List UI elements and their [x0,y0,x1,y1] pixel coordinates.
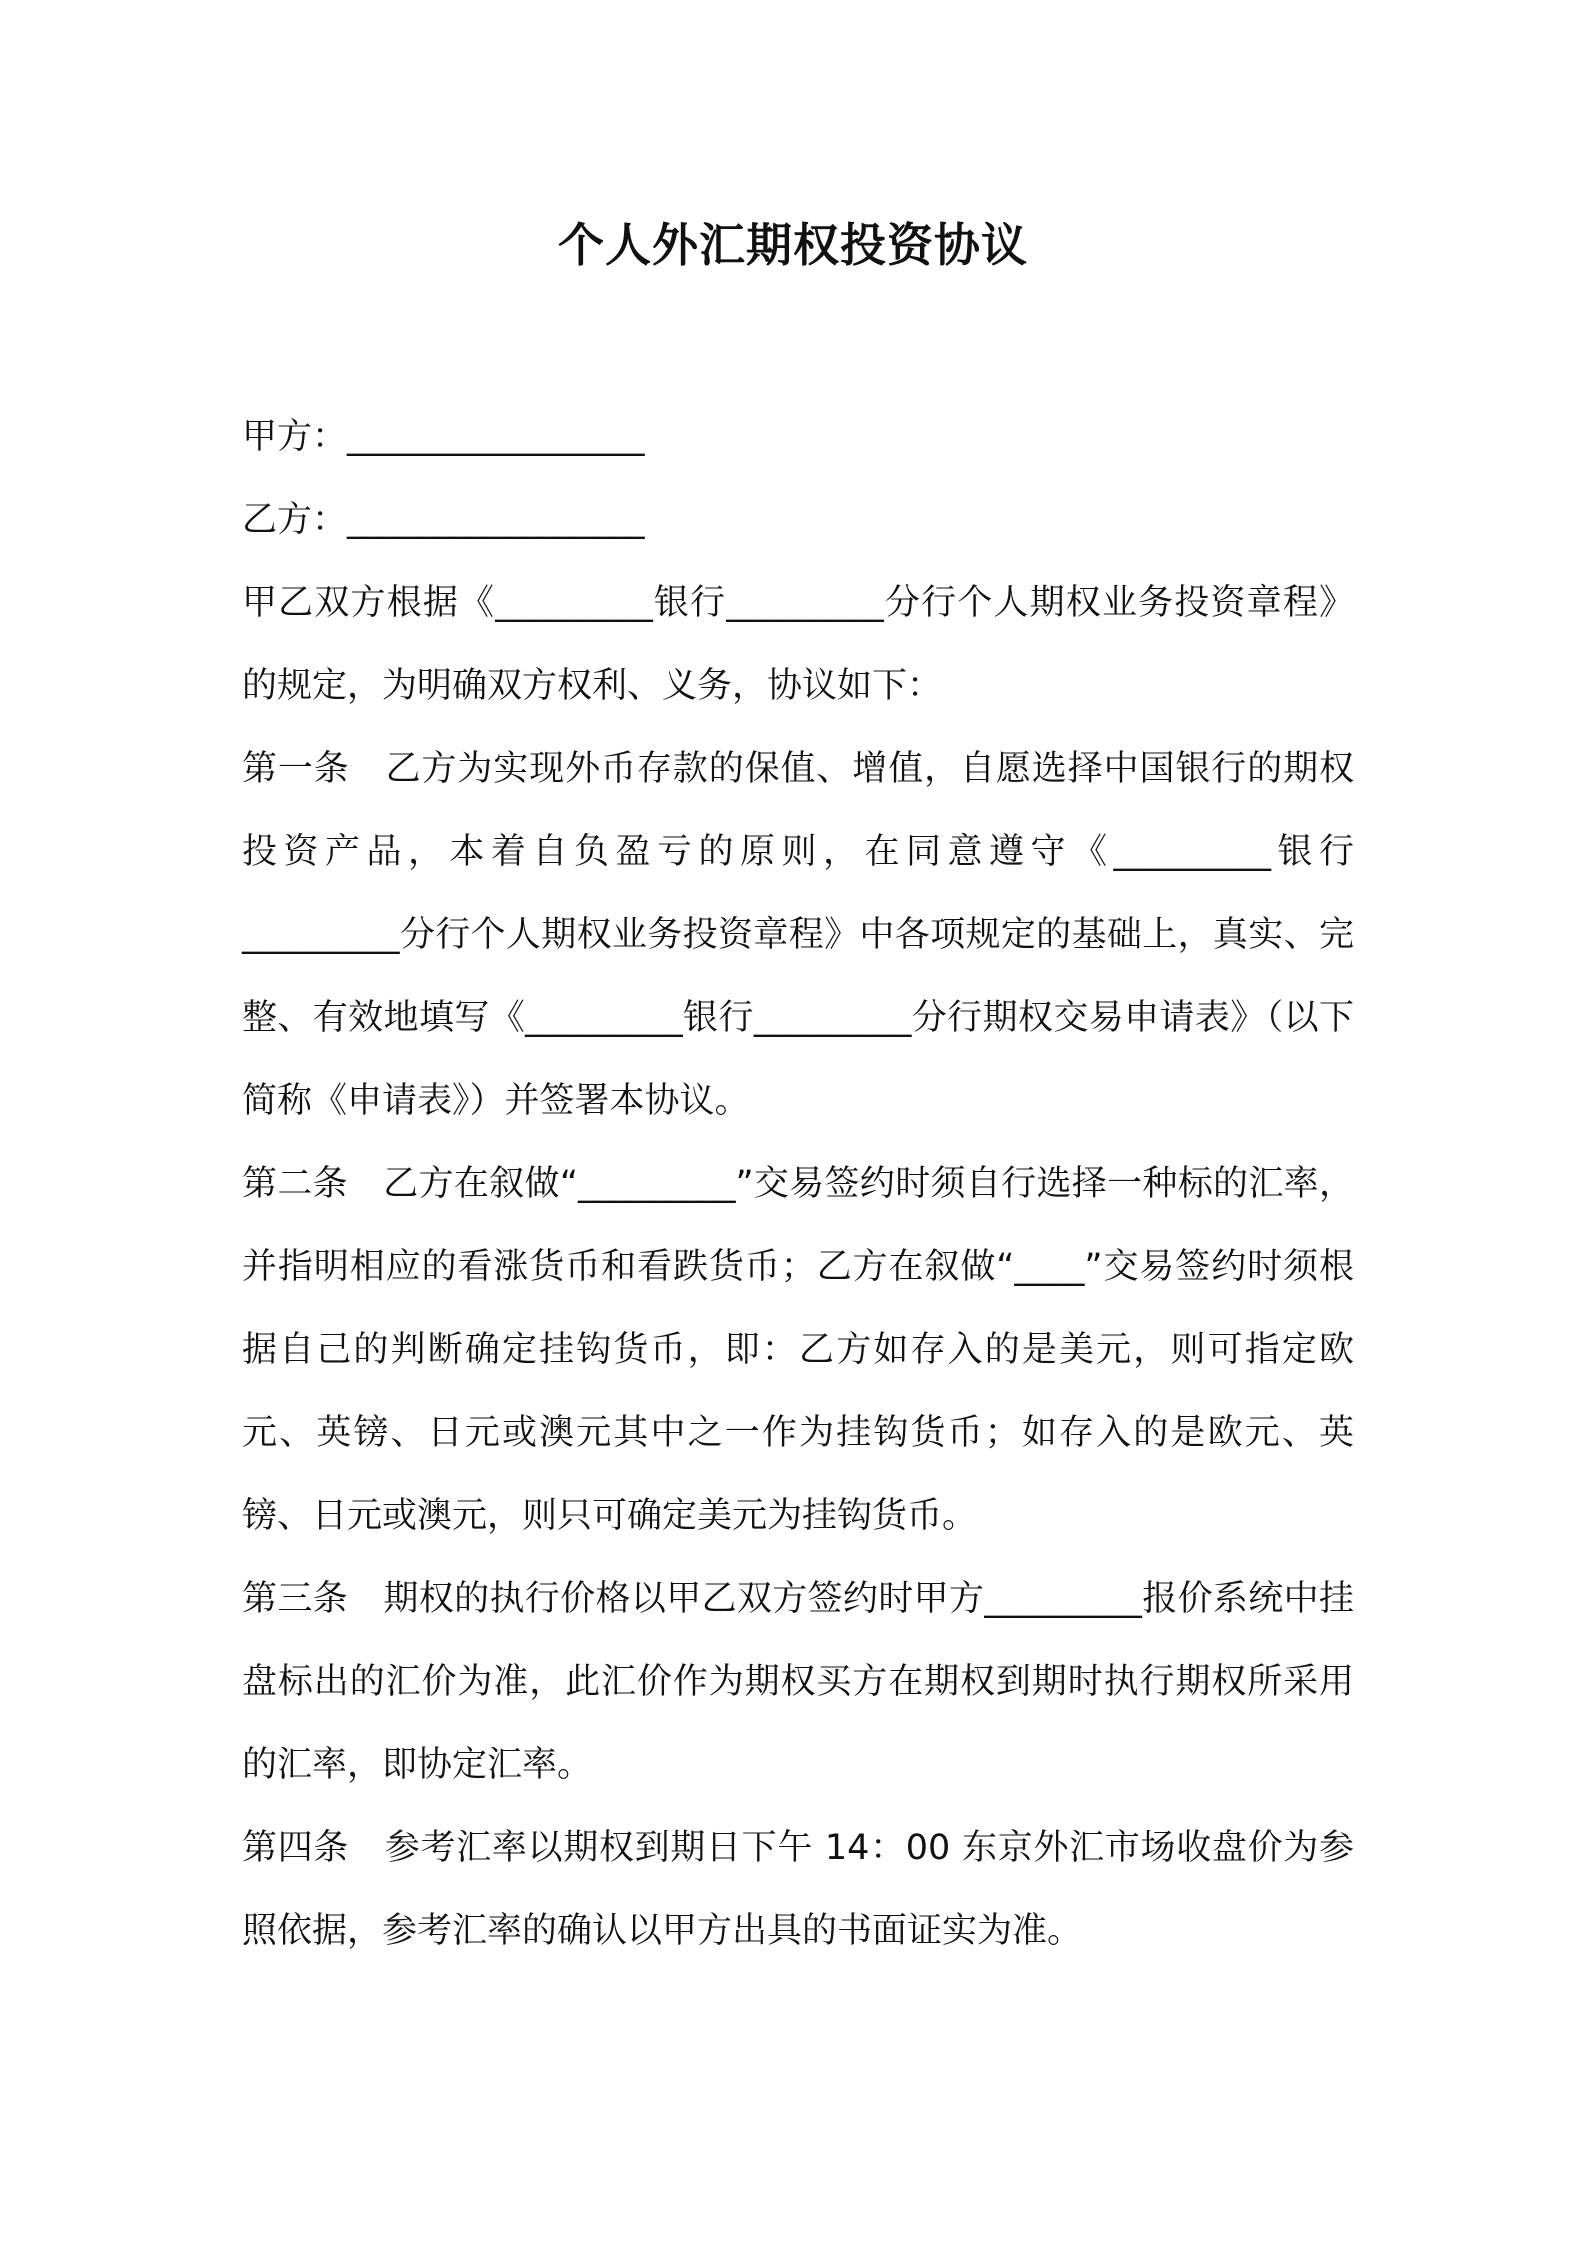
article-3-paragraph: 第三条 期权的执行价格以甲乙双方签约时甲方_________报价系统中挂盘标出的汇价为准，此汇价作为期权买方在期权到期时执行期权所采用的汇率，即协定汇率。 [242,1579,1354,1785]
article-4-paragraph: 第四条 参考汇率以期权到期日下午 14：00 东京外汇市场收盘价为参照依据，参考汇率的确认以甲方出具的书面证实为准。 [242,1828,1354,1951]
party-a-line: 甲方：_________________ [242,417,645,457]
document-body [242,396,1354,1973]
preamble-paragraph: 甲乙双方根据《_________银行_________分行个人期权业务投资章程》的规定，为明确双方权利、义务，协议如下： [242,583,1354,706]
article-1-paragraph: 第一条 乙方为实现外币存款的保值、增值，自愿选择中国银行的期权投资产品，本着自负盈亏的原则，在同意遵守《_________银行_________分行个人期权业务投资章程》中各项规定的基础上，真实、完整、有效地填写《_________银行_________分行期权交易申请表》（以下简称《申请表》）并签署本协议。 [242,749,1354,1121]
article-2-paragraph: 第二条 乙方在叙做“_________”交易签约时须自行选择一种标的汇率，并指明相应的看涨货币和看跌货币；乙方在叙做“____”交易签约时须根据自己的判断确定挂钩货币，即：乙方如存入的是美元，则可指定欧元、英镑、日元或澳元其中之一作为挂钩货币；如存入的是欧元、英镑、日元或澳元，则只可确定美元为挂钩货币。 [242,1164,1354,1536]
party-b-line: 乙方：_________________ [242,500,645,540]
document-title: 个人外汇期权投资协议 [558,218,1028,272]
